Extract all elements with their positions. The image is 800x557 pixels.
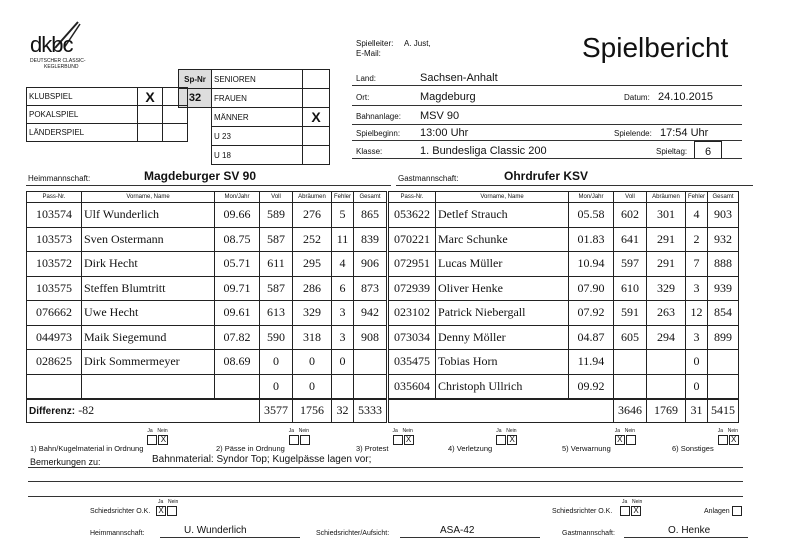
- home-pass-cell: 103574: [27, 203, 82, 228]
- home-fehler-cell: 4: [332, 252, 354, 277]
- guest-fehler-cell: 2: [686, 227, 708, 252]
- sp-nr-value: 32: [179, 89, 212, 108]
- nein-label: Nein: [168, 499, 179, 505]
- spielart-label: POKALSPIEL: [27, 106, 138, 124]
- col-gesamt: Gesamt: [354, 192, 388, 203]
- check-item: [216, 428, 310, 453]
- guest-voll-cell: [614, 350, 647, 375]
- home-voll-cell: 611: [260, 252, 293, 277]
- home-name-cell: Uwe Hecht: [82, 301, 215, 326]
- guest-pass-cell: 072939: [388, 276, 436, 301]
- guest-mon-cell: 01.83: [569, 227, 614, 252]
- guest-mon-cell: 04.87: [569, 325, 614, 350]
- check-label: 1) Bahn/Kugelmaterial in Ordnung: [30, 444, 144, 453]
- guest-voll-cell: 641: [614, 227, 647, 252]
- guest-abr-cell: 301: [647, 203, 686, 228]
- guest-mon-cell: 10.94: [569, 252, 614, 277]
- spielart-mark: [138, 124, 163, 142]
- ja-label: Ja: [614, 428, 621, 434]
- home-fehler-cell: 5: [332, 203, 354, 228]
- ja-label: Ja: [158, 499, 164, 505]
- spielleiter-label: Spielleiter:: [356, 39, 394, 48]
- check-nein-box[interactable]: X: [729, 435, 739, 445]
- home-abr-cell: 0: [293, 374, 332, 399]
- home-mon-cell: [215, 374, 260, 399]
- heim-sign: U. Wunderlich: [184, 525, 247, 536]
- player-row: [27, 252, 739, 277]
- guest-gesamt-cell: [708, 374, 739, 399]
- beginn-value: 13:00 Uhr: [420, 127, 469, 139]
- guest-gesamt-cell: 854: [708, 301, 739, 326]
- guest-abr-cell: 263: [647, 301, 686, 326]
- category-label: FRAUEN: [212, 89, 303, 108]
- guest-voll-cell: 591: [614, 301, 647, 326]
- home-abr-cell: 329: [293, 301, 332, 326]
- ja-label: Ja: [622, 499, 628, 505]
- check-label: 2) Pässe in Ordnung: [216, 444, 285, 453]
- guest-pass-cell: 070221: [388, 227, 436, 252]
- home-voll-cell: 587: [260, 276, 293, 301]
- guest-total-cell: 1769: [647, 399, 686, 423]
- guest-label: Gastmannschaft:: [398, 174, 459, 183]
- category-label: SENIOREN: [212, 70, 303, 89]
- ende-label: Spielende:: [614, 129, 652, 138]
- check-label: 3) Protest: [356, 444, 389, 453]
- land-label: Land:: [356, 74, 377, 83]
- sr-sign: ASA-42: [440, 525, 475, 536]
- home-abr-cell: 252: [293, 227, 332, 252]
- home-voll-cell: 590: [260, 325, 293, 350]
- col-name: Vorname, Name: [82, 192, 215, 203]
- ende-value: 17:54 Uhr: [660, 127, 709, 139]
- home-fehler-cell: 3: [332, 301, 354, 326]
- check-label: 5) Verwarnung: [562, 444, 611, 453]
- guest-gesamt-cell: 888: [708, 252, 739, 277]
- guest-fehler-cell: 4: [686, 203, 708, 228]
- email-label: E-Mail:: [356, 49, 381, 58]
- sr-ok-right-ja-checkbox[interactable]: [620, 506, 630, 516]
- check-item: [562, 428, 636, 453]
- check-nein-box[interactable]: X: [507, 435, 517, 445]
- ja-label: Ja: [288, 428, 295, 434]
- page-title: Spielbericht: [582, 32, 729, 63]
- home-voll-cell: 613: [260, 301, 293, 326]
- home-name-cell: Sven Ostermann: [82, 227, 215, 252]
- home-total-cell: 3577: [260, 399, 293, 423]
- guest-abr-cell: [647, 350, 686, 375]
- home-gesamt-cell: 865: [354, 203, 388, 228]
- guest-voll-cell: 610: [614, 276, 647, 301]
- guest-name-cell: Lucas Müller: [436, 252, 569, 277]
- spielleiter-value: A. Just,: [404, 39, 431, 48]
- check-ja-box[interactable]: [718, 435, 728, 445]
- guest-abr-cell: 329: [647, 276, 686, 301]
- player-row: [27, 227, 739, 252]
- home-mon-cell: 08.69: [215, 350, 260, 375]
- home-mon-cell: 08.75: [215, 227, 260, 252]
- nein-label: Nein: [632, 499, 643, 505]
- home-fehler-cell: 11: [332, 227, 354, 252]
- col-gesamt: Gesamt: [708, 192, 739, 203]
- sr-sign-label: Schiedsrichter/Aufsicht:: [316, 530, 390, 537]
- guest-pass-cell: 072951: [388, 252, 436, 277]
- guest-mon-cell: 07.90: [569, 276, 614, 301]
- logo-text: dkbc: [30, 32, 73, 57]
- player-table: [26, 191, 739, 423]
- spielart-table: [26, 87, 188, 142]
- guest-name-cell: Oliver Henke: [436, 276, 569, 301]
- home-name-cell: Dirk Sommermeyer: [82, 350, 215, 375]
- sp-nr-header: Sp-Nr: [179, 70, 212, 89]
- home-gesamt-cell: [354, 374, 388, 399]
- guest-gesamt-cell: 903: [708, 203, 739, 228]
- check-item: [672, 428, 739, 453]
- guest-gesamt-cell: [708, 350, 739, 375]
- check-item: [356, 428, 414, 453]
- guest-name-cell: Tobias Horn: [436, 350, 569, 375]
- guest-fehler-cell: 0: [686, 350, 708, 375]
- home-mon-cell: 09.61: [215, 301, 260, 326]
- bemerkungen-label: Bemerkungen zu:: [30, 457, 101, 467]
- guest-voll-cell: 605: [614, 325, 647, 350]
- player-row: [27, 374, 739, 399]
- home-fehler-cell: [332, 374, 354, 399]
- ja-label: Ja: [496, 428, 502, 434]
- guest-mon-cell: 09.92: [569, 374, 614, 399]
- dkbc-logo: [20, 20, 100, 70]
- guest-name-cell: Detlef Strauch: [436, 203, 569, 228]
- col-voll: Voll: [260, 192, 293, 203]
- ja-label: Ja: [392, 428, 398, 434]
- col-pass: Pass-Nr.: [388, 192, 436, 203]
- diff-label: Differenz:: [29, 406, 76, 418]
- anlagen-label: Anlagen: [704, 508, 730, 515]
- home-abr-cell: 295: [293, 252, 332, 277]
- category-mark: [303, 146, 330, 165]
- diff-value: -82: [78, 403, 95, 418]
- home-fehler-cell: 0: [332, 350, 354, 375]
- player-row: [27, 350, 739, 375]
- check-ja-box[interactable]: [147, 435, 157, 445]
- sr-ok-right-nein-checkbox[interactable]: X: [631, 506, 641, 516]
- ort-label: Ort:: [356, 93, 370, 102]
- guest-abr-cell: 291: [647, 252, 686, 277]
- col-mon: Mon/Jahr: [215, 192, 260, 203]
- guest-total-cell: 31: [686, 399, 708, 423]
- col-fehler: Fehler: [332, 192, 354, 203]
- category-mark: [303, 89, 330, 108]
- category-mark: [303, 70, 330, 89]
- guest-fehler-cell: 3: [686, 325, 708, 350]
- player-row: [27, 203, 739, 228]
- home-total-cell: 5333: [354, 399, 388, 423]
- col-pass: Pass-Nr.: [27, 192, 82, 203]
- check-label: 6) Sonstiges: [672, 444, 714, 453]
- category-label: MÄNNER: [212, 108, 303, 127]
- check-nein-box[interactable]: X: [404, 435, 414, 445]
- home-gesamt-cell: 942: [354, 301, 388, 326]
- guest-abr-cell: [647, 374, 686, 399]
- player-row: [27, 276, 739, 301]
- guest-name-cell: Marc Schunke: [436, 227, 569, 252]
- nein-label: Nein: [402, 428, 413, 434]
- home-pass-cell: 028625: [27, 350, 82, 375]
- col-voll: Voll: [614, 192, 647, 203]
- category-mark: [303, 127, 330, 146]
- nein-label: Nein: [157, 428, 168, 434]
- bahn-value: MSV 90: [420, 110, 460, 122]
- home-gesamt-cell: [354, 350, 388, 375]
- home-name-cell: Maik Siegemund: [82, 325, 215, 350]
- spieltag-label: Spieltag:: [656, 147, 688, 156]
- check-ja-box[interactable]: [289, 435, 299, 445]
- col-abr: Abräumen: [647, 192, 686, 203]
- guest-mon-cell: 11.94: [569, 350, 614, 375]
- home-abr-cell: 0: [293, 350, 332, 375]
- home-fehler-cell: 6: [332, 276, 354, 301]
- guest-voll-cell: [614, 374, 647, 399]
- guest-gesamt-cell: 899: [708, 325, 739, 350]
- sr-ok-label-right: Schiedsrichter O.K.: [552, 508, 613, 515]
- spielart-mark: [138, 106, 163, 124]
- gast-sign-label: Gastmannschaft:: [562, 530, 615, 537]
- col-fehler: Fehler: [686, 192, 708, 203]
- guest-name-cell: Patrick Niebergall: [436, 301, 569, 326]
- home-voll-cell: 587: [260, 227, 293, 252]
- check-ja-box[interactable]: [496, 435, 506, 445]
- check-nein-box[interactable]: [300, 435, 310, 445]
- check-ja-box[interactable]: X: [615, 435, 625, 445]
- category-mark: X: [303, 108, 330, 127]
- guest-gesamt-cell: 932: [708, 227, 739, 252]
- sr-ok-label-left: Schiedsrichter O.K.: [90, 508, 151, 515]
- col-abr: Abräumen: [293, 192, 332, 203]
- guest-abr-cell: 291: [647, 227, 686, 252]
- home-name: Magdeburger SV 90: [144, 169, 257, 183]
- check-nein-box[interactable]: [626, 435, 636, 445]
- home-abr-cell: 286: [293, 276, 332, 301]
- player-row: [27, 301, 739, 326]
- category-label: U 18: [212, 146, 303, 165]
- guest-total-cell: 3646: [614, 399, 647, 423]
- home-name-cell: Dirk Hecht: [82, 252, 215, 277]
- ja-label: Ja: [147, 428, 153, 434]
- home-fehler-cell: 3: [332, 325, 354, 350]
- home-pass-cell: 103572: [27, 252, 82, 277]
- guest-voll-cell: 602: [614, 203, 647, 228]
- klasse-value: 1. Bundesliga Classic 200: [420, 145, 547, 157]
- home-pass-cell: 076662: [27, 301, 82, 326]
- totals-row: [27, 399, 739, 423]
- ort-value: Magdeburg: [420, 91, 476, 103]
- check-ja-box[interactable]: [393, 435, 403, 445]
- player-row: [27, 325, 739, 350]
- home-name-cell: Steffen Blumtritt: [82, 276, 215, 301]
- bemerkungen-text: Bahnmaterial: Syndor Top; Kugelpässe lagen vor;: [152, 454, 372, 465]
- guest-pass-cell: 053622: [388, 203, 436, 228]
- home-total-cell: 1756: [293, 399, 332, 423]
- guest-pass-cell: 023102: [388, 301, 436, 326]
- sr-ok-left-ja-checkbox[interactable]: X: [156, 506, 166, 516]
- guest-fehler-cell: 0: [686, 374, 708, 399]
- home-gesamt-cell: 873: [354, 276, 388, 301]
- check-nein-box[interactable]: X: [158, 435, 168, 445]
- guest-pass-cell: 035475: [388, 350, 436, 375]
- guest-voll-cell: 597: [614, 252, 647, 277]
- spieltag-box: [694, 141, 722, 159]
- logo-sub1: DEUTSCHER CLASSIC-: [30, 58, 86, 64]
- gast-sign: O. Henke: [668, 525, 711, 536]
- category-label: U 23: [212, 127, 303, 146]
- home-pass-cell: 103573: [27, 227, 82, 252]
- guest-fehler-cell: 3: [686, 276, 708, 301]
- guest-pass-cell: 073034: [388, 325, 436, 350]
- guest-fehler-cell: 7: [686, 252, 708, 277]
- bahn-label: Bahnanlage:: [356, 112, 401, 121]
- col-name: Vorname, Name: [436, 192, 569, 203]
- home-abr-cell: 276: [293, 203, 332, 228]
- home-voll-cell: 0: [260, 350, 293, 375]
- home-name-cell: Ulf Wunderlich: [82, 203, 215, 228]
- check-item: [30, 428, 168, 453]
- home-name-cell: [82, 374, 215, 399]
- land-value: Sachsen-Anhalt: [420, 72, 498, 84]
- checks-row: [30, 428, 760, 453]
- home-gesamt-cell: 908: [354, 325, 388, 350]
- home-mon-cell: 09.66: [215, 203, 260, 228]
- logo-sub2: KEGLERBUND: [44, 64, 79, 70]
- home-gesamt-cell: 906: [354, 252, 388, 277]
- ja-label: Ja: [717, 428, 723, 434]
- spielart-label: LÄNDERSPIEL: [27, 124, 138, 142]
- spieltag-value: 6: [704, 146, 712, 158]
- home-mon-cell: 05.71: [215, 252, 260, 277]
- anlagen-checkbox[interactable]: [732, 506, 742, 516]
- spielart-mark: X: [138, 88, 163, 106]
- home-voll-cell: 589: [260, 203, 293, 228]
- home-pass-cell: 103575: [27, 276, 82, 301]
- home-mon-cell: 09.71: [215, 276, 260, 301]
- guest-fehler-cell: 12: [686, 301, 708, 326]
- nein-label: Nein: [624, 428, 636, 434]
- heim-sign-label: Heimmannschaft:: [90, 530, 145, 537]
- beginn-label: Spielbeginn:: [356, 129, 401, 138]
- category-table: [178, 69, 330, 165]
- nein-label: Nein: [727, 428, 738, 434]
- klasse-label: Klasse:: [356, 147, 383, 156]
- home-abr-cell: 318: [293, 325, 332, 350]
- datum-value: 24.10.2015: [658, 91, 714, 103]
- col-mon: Mon/Jahr: [569, 192, 614, 203]
- home-mon-cell: 07.82: [215, 325, 260, 350]
- nein-label: Nein: [298, 428, 310, 434]
- guest-name-cell: Christoph Ullrich: [436, 374, 569, 399]
- home-total-cell: 32: [332, 399, 354, 423]
- check-label: 4) Verletzung: [448, 444, 493, 453]
- home-pass-cell: [27, 374, 82, 399]
- check-item: [448, 428, 517, 453]
- guest-total-cell: 5415: [708, 399, 739, 423]
- home-pass-cell: 044973: [27, 325, 82, 350]
- guest-mon-cell: 07.92: [569, 301, 614, 326]
- guest-abr-cell: 294: [647, 325, 686, 350]
- guest-mon-cell: 05.58: [569, 203, 614, 228]
- sr-ok-left-nein-checkbox[interactable]: [167, 506, 177, 516]
- guest-name: Ohrdrufer KSV: [504, 169, 589, 183]
- nein-label: Nein: [506, 428, 517, 434]
- guest-pass-cell: 035604: [388, 374, 436, 399]
- home-label: Heimmannschaft:: [28, 174, 91, 183]
- spielart-label: KLUBSPIEL: [27, 88, 138, 106]
- home-gesamt-cell: 839: [354, 227, 388, 252]
- guest-name-cell: Denny Möller: [436, 325, 569, 350]
- guest-gesamt-cell: 939: [708, 276, 739, 301]
- home-voll-cell: 0: [260, 374, 293, 399]
- datum-label: Datum:: [624, 93, 650, 102]
